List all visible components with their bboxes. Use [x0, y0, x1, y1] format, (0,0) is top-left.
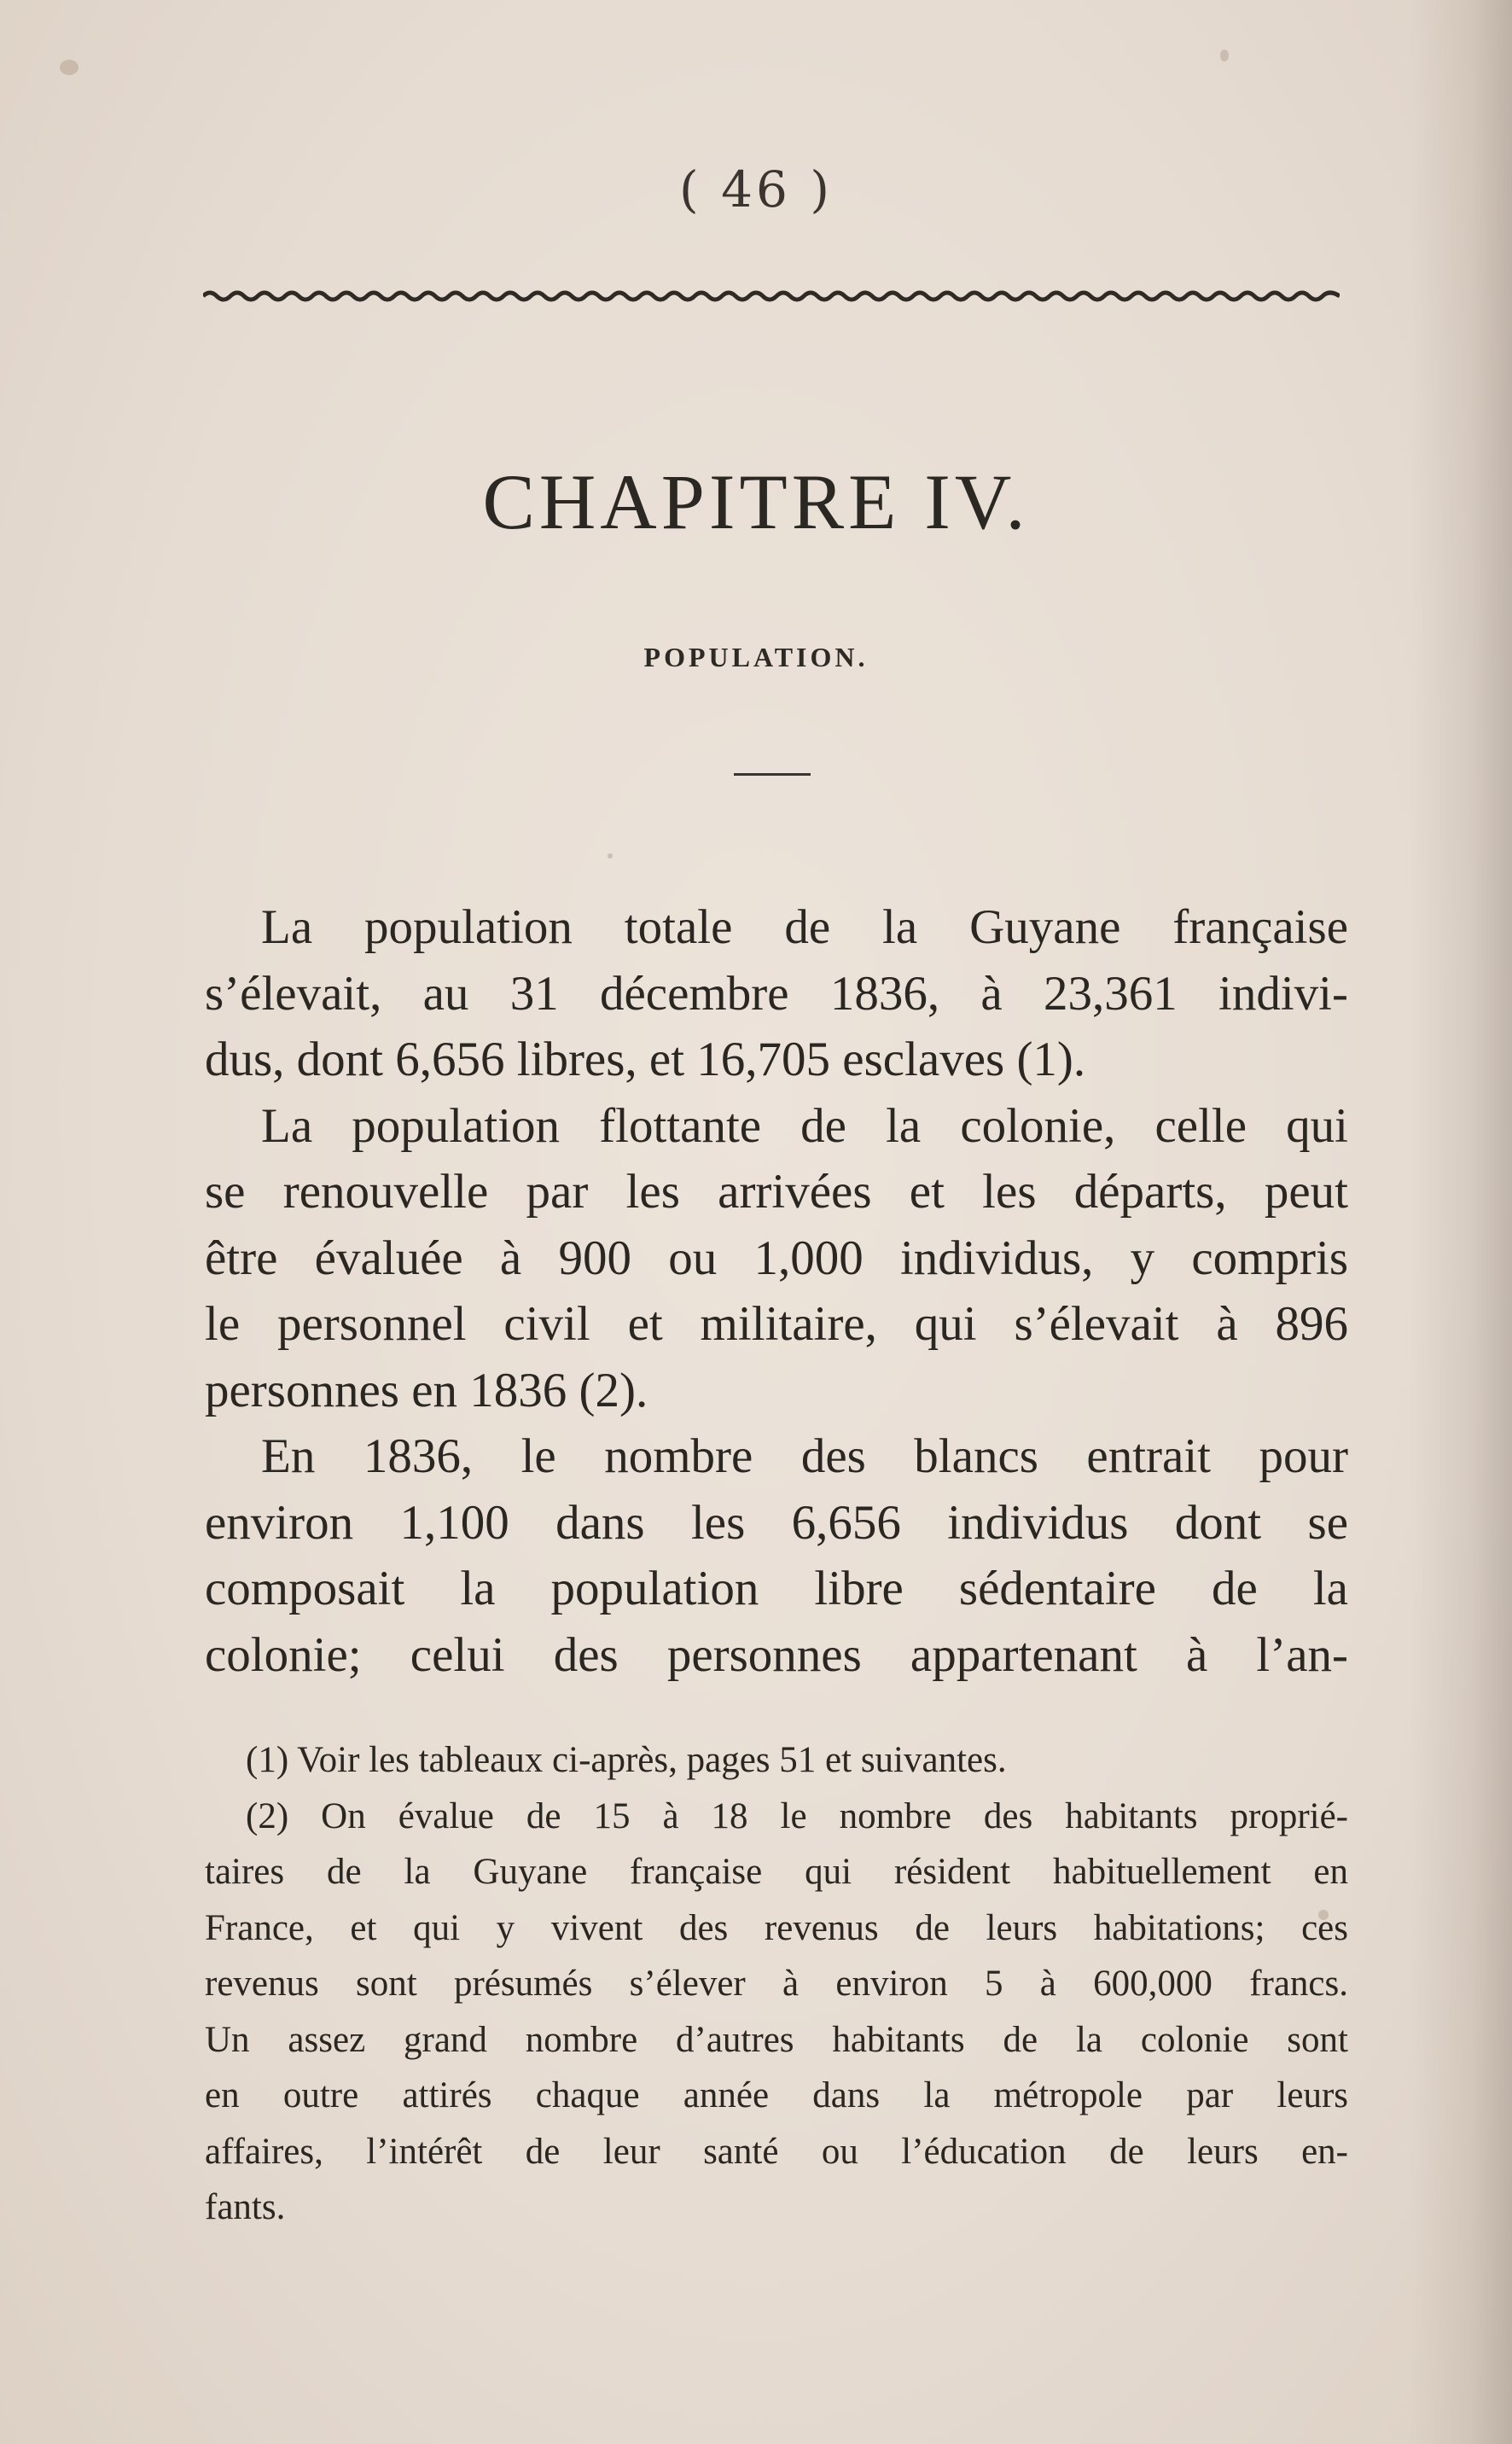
footnote-line: en outre attirés chaque année dans la métropole par leurs [205, 2075, 1348, 2115]
body-line: le personnel civil et militaire, qui s’élevait à 896 [205, 1297, 1348, 1351]
footnote-line: France, et qui y vivent des revenus de leurs habitations; ces [205, 1907, 1348, 1948]
paper-stain [60, 60, 79, 75]
body-text [205, 894, 1348, 1688]
body-line: se renouvelle par les arrivées et les départs, peut [205, 1165, 1348, 1219]
page-edge-shadow [1410, 0, 1512, 2444]
body-line: La population flottante de la colonie, celle qui [261, 1098, 1348, 1153]
footnote-line: revenus sont présumés s’élever à environ 5 à 600,000 francs. [205, 1964, 1348, 2004]
page-number: ( 46 ) [679, 160, 833, 218]
footnote-line: (2) On évalue de 15 à 18 le nombre des habitants proprié- [246, 1795, 1348, 1836]
footnote-line: taires de la Guyane française qui résident habituellement en [205, 1852, 1348, 1892]
body-line: s’élevait, au 31 décembre 1836, à 23,361 indivi- [205, 966, 1348, 1021]
chapter-title: CHAPITRE IV. [482, 458, 1030, 545]
footnote-line: fants. [205, 2187, 286, 2227]
paper-stain [608, 853, 613, 858]
section-rule [734, 773, 811, 776]
ornamental-divider [203, 286, 1340, 306]
body-line: personnes en 1836 (2). [205, 1363, 648, 1417]
body-line: dus, dont 6,656 libres, et 16,705 esclaves (1). [205, 1033, 1086, 1086]
footnotes [205, 1732, 1348, 2236]
footnote-line: Un assez grand nombre d’autres habitants de la colonie sont [205, 2019, 1348, 2060]
body-line: La population totale de la Guyane française [261, 900, 1348, 954]
body-line: être évaluée à 900 ou 1,000 individus, y compris [205, 1231, 1348, 1285]
body-line: En 1836, le nombre des blancs entrait pour [261, 1429, 1348, 1483]
paper-stain [1220, 49, 1229, 61]
section-title: POPULATION. [643, 642, 869, 672]
footnote-line: (1) Voir les tableaux ci-après, pages 51 et suivantes. [246, 1740, 1007, 1780]
body-line: colonie; celui des personnes appartenant à l’an- [205, 1627, 1348, 1682]
footnote-line: affaires, l’intérêt de leur santé ou l’éducation de leurs en- [205, 2131, 1348, 2172]
body-line: environ 1,100 dans les 6,656 individus dont se [205, 1495, 1348, 1550]
body-line: composait la population libre sédentaire de la [205, 1562, 1348, 1615]
